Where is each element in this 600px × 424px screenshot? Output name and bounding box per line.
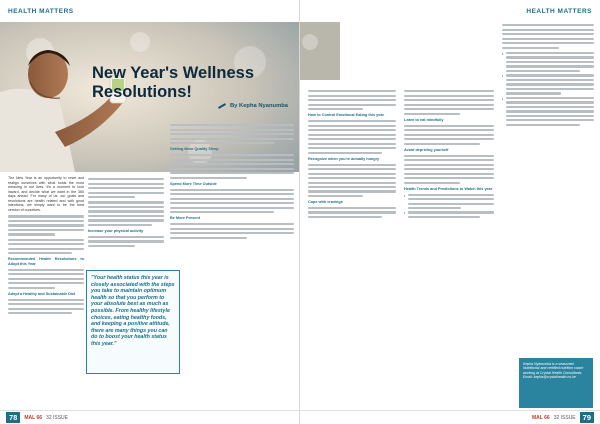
list-item [404, 211, 494, 218]
paragraph [88, 201, 164, 226]
pull-quote: "Your health status this year is closely associated with the steps you take to maintain optimum health so that you perform to your absolute best as much as possible. From healthy lifestyle choices, eating healthy foods, and keeping a positive attitude, there are many things you can do to boost your health status this year." [86, 270, 180, 374]
list-item [404, 194, 494, 210]
left-column-1 [8, 176, 84, 317]
paragraph [404, 90, 494, 115]
section-label-left: HEALTH MATTERS [8, 8, 74, 15]
paragraph [308, 164, 396, 198]
page-number: 78 [6, 412, 20, 423]
subheading: Adopt a Healthy and Sustainable Diet [8, 291, 76, 296]
author-bio: Kepha Nyanumba is a seasoned Nutritionist and certified nutrition coach working at Crystal Health Consultants. Email: kepha@crystalhealth.co.ke [519, 358, 593, 408]
left-column-2 [88, 176, 164, 250]
paragraph [8, 239, 84, 255]
subheading: Be More Present [170, 216, 200, 221]
subheading: Recognize when you're actually hungry [308, 156, 380, 161]
footer-right [300, 410, 600, 424]
pen-icon [218, 103, 226, 109]
magazine-name: MAL 66 [24, 414, 43, 421]
paragraph [404, 125, 494, 145]
paragraph [8, 215, 84, 235]
hero-image-continuation [300, 22, 340, 80]
section-label-right: HEALTH MATTERS [526, 8, 592, 15]
left-column-3 [170, 122, 294, 242]
paragraph [170, 154, 294, 179]
subheading: Spend More Time Outside [170, 181, 217, 186]
paragraph [404, 155, 494, 184]
paragraph [308, 207, 396, 218]
byline-text: By Kepha Nyanumba [230, 103, 288, 109]
paragraph [88, 236, 164, 247]
paragraph [308, 90, 396, 110]
right-column-2 [404, 88, 494, 220]
right-column-3 [502, 22, 594, 128]
issue-label: 32 ISSUE [46, 414, 69, 421]
paragraph [170, 189, 294, 214]
paragraph [8, 269, 84, 289]
byline [218, 103, 288, 109]
subheading: Avoid depriving yourself [404, 147, 449, 152]
list-item [502, 52, 594, 72]
list-item [502, 74, 594, 94]
intro-paragraph: The New Year is an opportunity to reset and realign ourselves with what holds the most meaning in our lives. It's a moment to look inward, and decide what we want in the 365 days ahead. For many of us, our goals and resolutions are health related and with good intentions, we simply want to be the best version of ourselves. [8, 176, 84, 212]
paragraph [308, 120, 396, 154]
paragraph [8, 299, 84, 315]
bullet-list [404, 194, 494, 219]
subheading: How to Control Emotional Eating this year [308, 113, 384, 118]
issue-label: 32 ISSUE [553, 414, 576, 421]
right-column-1 [308, 88, 396, 221]
subheading: Learn to eat mindfully [404, 117, 444, 122]
subheading: Getting More Quality Sleep [170, 147, 219, 152]
magazine-name: MAL 66 [531, 414, 550, 421]
subheading: Health Trends and Predictions to Watch this year [404, 186, 493, 191]
article-title: New Year's Wellness Resolutions! [92, 64, 254, 101]
subheading: Cope with cravings [308, 200, 343, 205]
footer-left [0, 410, 300, 424]
paragraph [502, 24, 594, 49]
paragraph [88, 178, 164, 198]
paragraph [170, 124, 294, 144]
page-number: 79 [580, 412, 594, 423]
bullet-list [502, 52, 594, 126]
subheading: Increase your physical activity [88, 229, 144, 234]
subheading: Recommended Health Resolutions to Adopt this Year [8, 257, 84, 266]
paragraph [170, 223, 294, 239]
list-item [502, 97, 594, 126]
right-page [300, 0, 600, 424]
